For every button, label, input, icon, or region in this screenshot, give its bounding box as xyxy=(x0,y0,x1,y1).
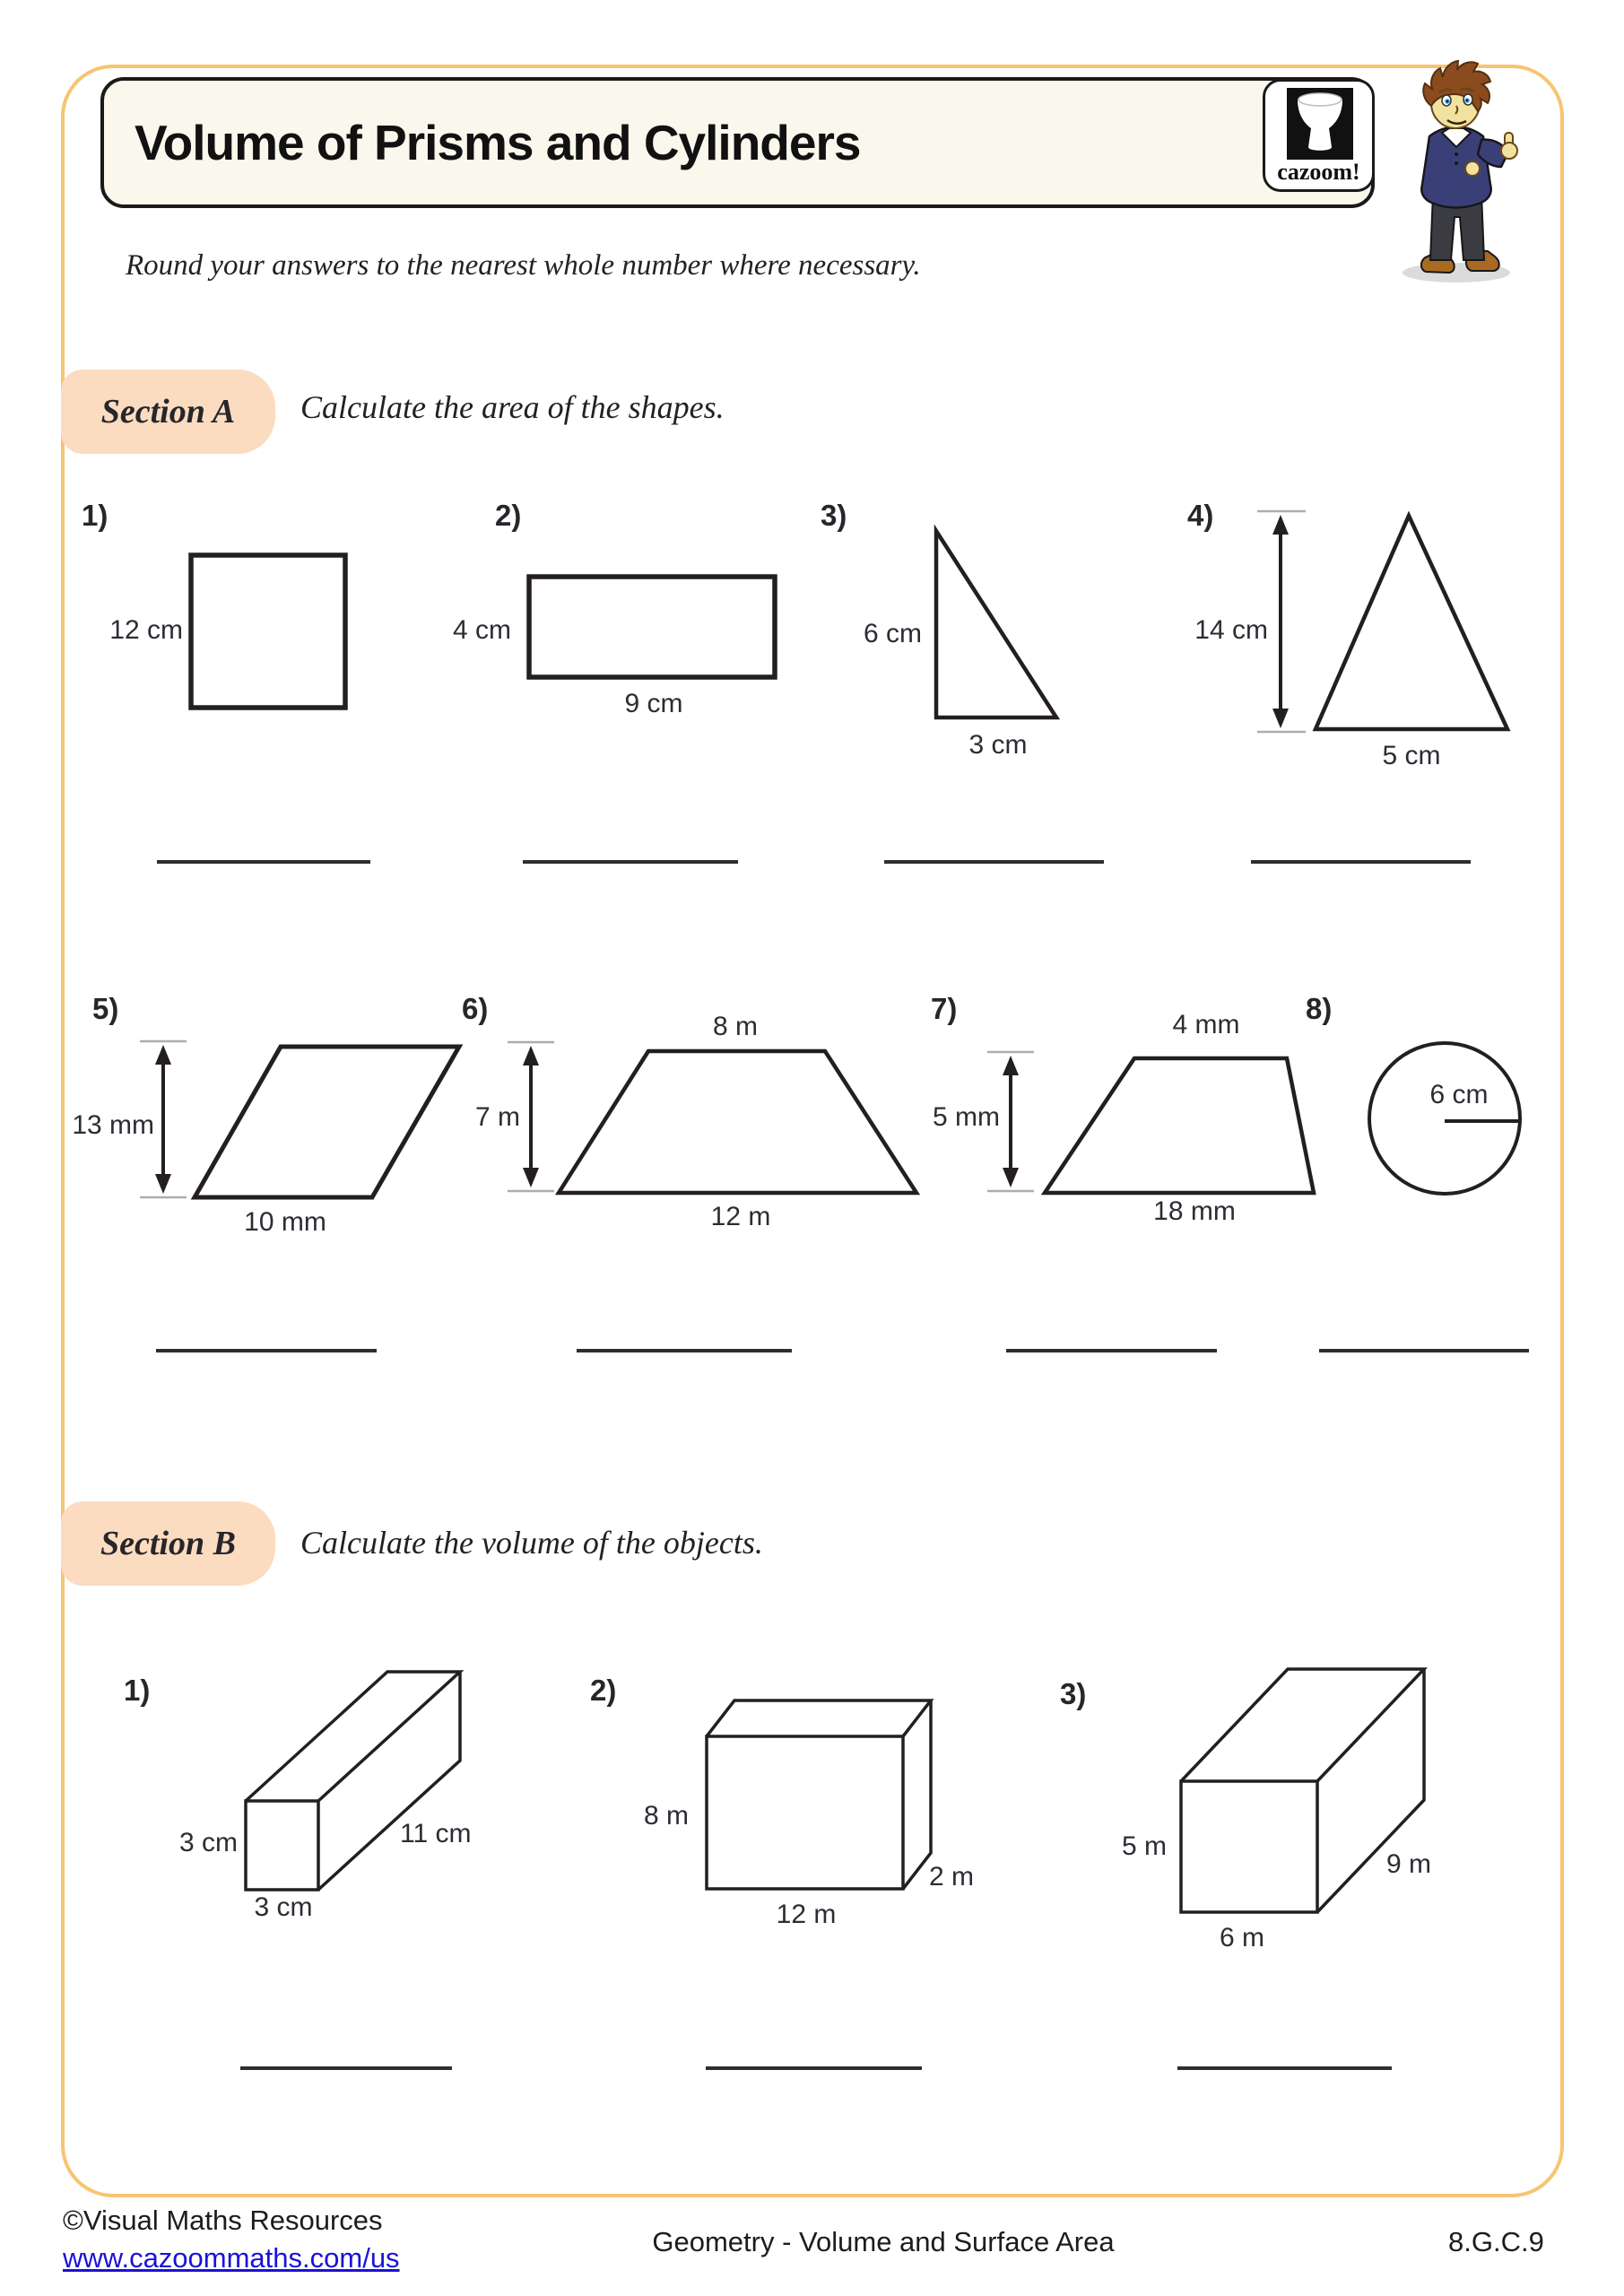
qb3-dim-depth: 9 m xyxy=(1386,1849,1432,1879)
q4-triangle-shape xyxy=(1316,516,1507,729)
qa1-dim-left: 12 cm xyxy=(109,615,183,645)
q5-height-arrow xyxy=(140,1041,187,1197)
qa5-dim-bottom: 10 mm xyxy=(244,1207,326,1237)
instruction-text: Round your answers to the nearest whole number where necessary. xyxy=(126,249,921,282)
footer-standard-code: 8.G.C.9 xyxy=(1448,2226,1544,2257)
qa6-dim-top: 8 m xyxy=(712,1012,758,1041)
qb3-number: 3) xyxy=(1060,1677,1087,1710)
footer-copyright: ©Visual Maths Resources xyxy=(63,2205,383,2236)
b1-cuboid-shape xyxy=(246,1672,460,1890)
qb3-dim-side: 5 m xyxy=(1121,1831,1167,1861)
qa6-number: 6) xyxy=(462,992,489,1025)
q2-rectangle-shape xyxy=(529,577,775,677)
section-b-badge: Section B xyxy=(61,1501,275,1586)
qa6-dim-height: 7 m xyxy=(474,1102,520,1132)
section-a-caption: Calculate the area of the shapes. xyxy=(300,389,725,425)
qa1-number: 1) xyxy=(82,499,109,532)
qa8-dim-radius: 6 cm xyxy=(1429,1080,1489,1109)
qa5-dim-height: 13 mm xyxy=(72,1110,154,1140)
cazoom-logo-text: cazoom! xyxy=(1277,159,1360,185)
qa4-number: 4) xyxy=(1187,499,1214,532)
b3-cuboid-shape xyxy=(1181,1669,1424,1912)
qa2-dim-bottom: 9 cm xyxy=(624,689,683,718)
qa4-dim-bottom: 5 cm xyxy=(1382,741,1441,770)
b2-cuboid-shape xyxy=(707,1700,931,1889)
page-title: Volume of Prisms and Cylinders xyxy=(135,115,861,170)
qa8-number: 8) xyxy=(1306,992,1333,1025)
footer-topic: Geometry - Volume and Surface Area xyxy=(652,2226,1115,2257)
qb2-dim-bottom: 12 m xyxy=(776,1900,837,1929)
qa7-dim-top: 4 mm xyxy=(1172,1010,1240,1039)
qa7-dim-height: 5 mm xyxy=(933,1102,1000,1132)
qa2-dim-left: 4 cm xyxy=(452,615,511,645)
qb1-dim-bottom: 3 cm xyxy=(254,1892,313,1922)
q8-circle-shape xyxy=(1369,1043,1520,1194)
q6-trapezoid-shape xyxy=(559,1051,916,1193)
q7-height-arrow xyxy=(987,1052,1034,1191)
qa5-number: 5) xyxy=(92,992,119,1025)
qa7-dim-bottom: 18 mm xyxy=(1153,1196,1236,1226)
qa3-dim-left: 6 cm xyxy=(863,619,922,648)
q7-trapezoid-shape xyxy=(1045,1058,1314,1193)
qa3-number: 3) xyxy=(821,499,847,532)
q3-right-triangle-shape xyxy=(936,531,1056,718)
qb1-number: 1) xyxy=(124,1674,151,1707)
qb2-dim-side: 8 m xyxy=(643,1801,689,1831)
qa6-dim-bottom: 12 m xyxy=(710,1202,771,1231)
q1-square-shape xyxy=(191,555,345,708)
q5-parallelogram-shape xyxy=(195,1047,459,1197)
qa2-number: 2) xyxy=(495,499,522,532)
qb3-dim-bottom: 6 m xyxy=(1219,1923,1264,1952)
footer-url-link[interactable]: www.cazoommaths.com/us xyxy=(63,2242,400,2274)
qb2-dim-depth: 2 m xyxy=(929,1862,975,1892)
q4-height-arrow xyxy=(1257,511,1306,732)
section-b-caption: Calculate the volume of the objects. xyxy=(300,1525,763,1561)
qa4-dim-height: 14 cm xyxy=(1194,615,1268,645)
section-a-badge: Section A xyxy=(61,370,275,454)
q6-height-arrow xyxy=(508,1042,554,1191)
qb1-dim-side: 3 cm xyxy=(178,1828,238,1857)
qa3-dim-bottom: 3 cm xyxy=(968,730,1028,760)
qa7-number: 7) xyxy=(931,992,958,1025)
qb2-number: 2) xyxy=(590,1674,617,1707)
qb1-dim-depth: 11 cm xyxy=(400,1819,472,1848)
